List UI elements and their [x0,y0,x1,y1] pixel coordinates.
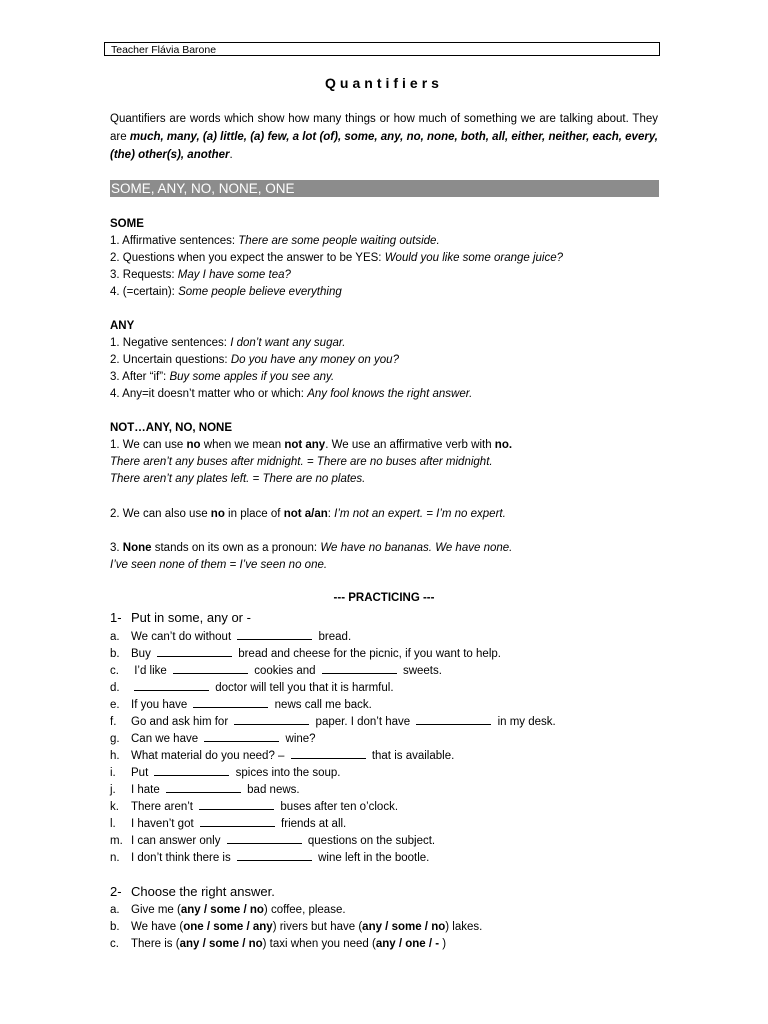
item-letter: g. [110,733,120,745]
answer-blank[interactable] [154,764,229,776]
exercise-1-item: c. I’d like cookies and sweets. [110,662,442,680]
page-title: Quantifiers [325,75,443,91]
answer-options[interactable]: any / some / no [179,938,263,950]
answer-blank[interactable] [199,798,274,810]
teacher-header [104,42,660,56]
any-heading: ANY [110,320,135,332]
some-item: 1. Affirmative sentences: There are some people waiting outside. [110,235,440,247]
intro-paragraph: Quantifiers are words which show how many things or how much of something we are talking about. They are much, many, (a) little, (a) few, a lot (of), some, any, no, none, both, all, either, neither, each, every, (the) other(s), another. [110,113,658,161]
any-item: 2. Uncertain questions: Do you have any money on you? [110,354,399,366]
answer-blank[interactable] [173,662,248,674]
answer-blank[interactable] [204,730,279,742]
any-item: 3. After “if”: Buy some apples if you see any. [110,371,335,383]
item-letter: a. [110,904,120,916]
answer-blank[interactable] [416,713,491,725]
exercise-1-item: i. Put spices into the soup. [110,764,341,782]
exercise-1-item: n. I don’t think there is wine left in the bootle. [110,849,429,867]
answer-blank[interactable] [193,696,268,708]
not-any-rule-1: 1. We can use no when we mean not any. We use an affirmative verb with no. [110,439,513,451]
exercise-1-item: m. I can answer only questions on the subject. [110,832,435,850]
answer-blank[interactable] [234,713,309,725]
any-item: 1. Negative sentences: I don’t want any sugar. [110,337,346,349]
some-item: 4. (=certain): Some people believe everything [110,286,342,298]
exercise-2-item: b. We have (one / some / any) rivers but have (any / some / no) lakes. [110,919,482,936]
item-letter: a. [110,631,120,643]
item-letter: j. [110,784,116,796]
exercise-1-item: f. Go and ask him for paper. I don’t have in my desk. [110,713,556,731]
any-item: 4. Any=it doesn’t matter who or which: Any fool knows the right answer. [110,388,473,400]
answer-blank[interactable] [227,832,302,844]
not-any-example: I’ve seen none of them = I’ve seen no one. [110,559,328,571]
answer-blank[interactable] [291,747,366,759]
item-letter: c. [110,938,119,950]
not-any-rule-2: 2. We can also use no in place of not a/an: I’m not an expert. = I’m no expert. [110,508,506,520]
exercise-1-item: j. I hate bad news. [110,781,300,799]
answer-blank[interactable] [237,849,312,861]
item-letter: d. [110,682,120,694]
exercise-1-item: h. What material do you need? – that is available. [110,747,454,765]
item-letter: e. [110,699,120,711]
item-letter: b. [110,648,120,660]
answer-options[interactable]: any / some / no [362,921,446,933]
section-heading: SOME, ANY, NO, NONE, ONE [110,180,659,197]
exercise-1-title: 1- Put in some, any or - [110,610,251,625]
exercise-1-item: d. doctor will tell you that it is harmful. [110,679,394,697]
exercise-1-item: l. I haven’t got friends at all. [110,815,346,833]
answer-blank[interactable] [157,645,232,657]
item-letter: i. [110,767,116,779]
item-letter: k. [110,801,119,813]
item-letter: h. [110,750,120,762]
answer-blank[interactable] [200,815,275,827]
answer-options[interactable]: any / one / - [375,938,440,950]
some-item: 2. Questions when you expect the answer to be YES: Would you like some orange juice? [110,252,564,264]
item-letter: m. [110,835,123,847]
exercise-1-item: k. There aren’t buses after ten o’clock. [110,798,398,816]
not-any-example: There aren’t any plates left. = There are no plates. [110,473,366,485]
item-letter: l. [110,818,116,830]
item-letter: b. [110,921,120,933]
item-letter: c. [110,665,119,677]
exercise-2-item: a. Give me (any / some / no) coffee, please. [110,902,346,919]
answer-options[interactable]: any / some / no [180,904,264,916]
not-any-example: There aren’t any buses after midnight. = There are no buses after midnight. [110,456,493,468]
item-letter: n. [110,852,120,864]
answer-blank[interactable] [166,781,241,793]
exercise-1-item: b. Buy bread and cheese for the picnic, if you want to help. [110,645,501,663]
not-any-heading: NOT…ANY, NO, NONE [110,422,233,434]
not-any-rule-3: 3. None stands on its own as a pronoun: We have no bananas. We have none. [110,542,513,554]
teacher-name: Teacher Flávia Barone [111,44,217,56]
exercise-1-item: e. If you have news call me back. [110,696,372,714]
exercise-1-item: g. Can we have wine? [110,730,316,748]
some-heading: SOME [110,218,144,230]
exercise-2-item: c. There is (any / some / no) taxi when you need (any / one / - ) [110,936,446,953]
answer-blank[interactable] [134,679,209,691]
item-letter: f. [110,716,117,728]
answer-blank[interactable] [322,662,397,674]
practicing-heading: --- PRACTICING --- [333,592,435,604]
exercise-1-item: a. We can’t do without bread. [110,628,351,646]
answer-blank[interactable] [237,628,312,640]
some-item: 3. Requests: May I have some tea? [110,269,291,281]
answer-options[interactable]: one / some / any [183,921,273,933]
exercise-2-title: 2- Choose the right answer. [110,884,275,899]
